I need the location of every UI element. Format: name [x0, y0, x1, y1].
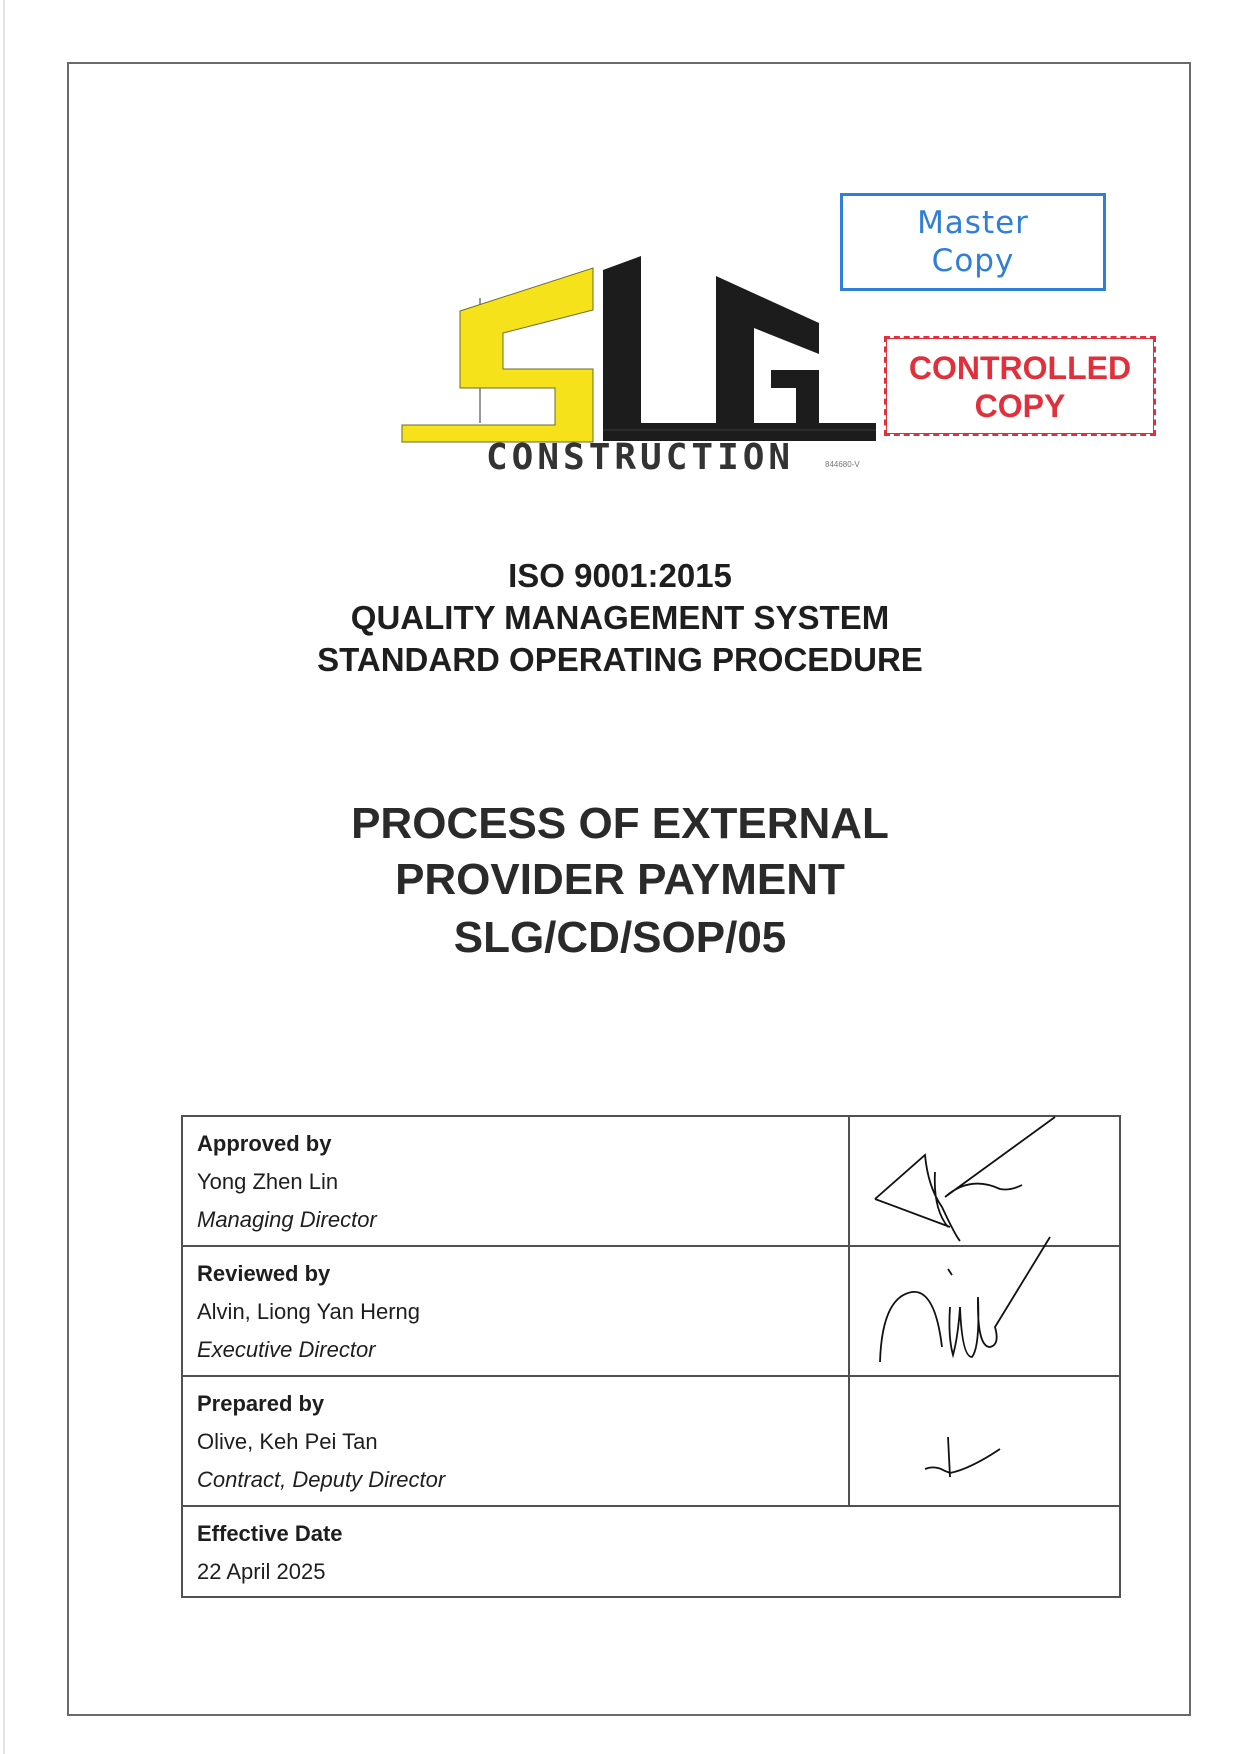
approved-text-cell	[183, 1117, 850, 1245]
signoff-row-reviewed	[183, 1247, 1119, 1377]
logo-wordmark: CONSTRUCTION	[486, 437, 795, 473]
preparer-name: Olive, Keh Pei Tan	[197, 1429, 378, 1454]
document-code: SLG/CD/SOP/05	[453, 913, 787, 962]
reviewed-label: Reviewed by	[197, 1261, 331, 1286]
reviewer-role: Executive Director	[197, 1337, 376, 1362]
qms-heading: QUALITY MANAGEMENT SYSTEM	[350, 599, 890, 636]
logo-icon	[398, 248, 878, 473]
reviewed-text-cell	[183, 1247, 850, 1375]
approved-label: Approved by	[197, 1131, 332, 1156]
effective-date-label: Effective Date	[197, 1521, 343, 1546]
signoff-row-approved	[183, 1117, 1119, 1247]
master-copy-line1: Master	[917, 205, 1029, 241]
logo-reg-no: 844680-V	[825, 460, 860, 469]
signoff-table	[181, 1115, 1121, 1598]
slg-construction-logo	[398, 248, 878, 473]
reviewer-signature-cell	[850, 1247, 1119, 1375]
reviewer-name: Alvin, Liong Yan Herng	[197, 1299, 420, 1324]
document-title-line2: PROVIDER PAYMENT	[395, 855, 845, 904]
approver-role: Managing Director	[197, 1207, 377, 1232]
effective-date-value: 22 April 2025	[197, 1559, 326, 1584]
approver-signature-cell	[850, 1117, 1119, 1245]
prepared-label: Prepared by	[197, 1391, 325, 1416]
sop-heading: STANDARD OPERATING PROCEDURE	[317, 641, 923, 678]
master-copy-line2: Copy	[931, 243, 1015, 279]
signoff-row-prepared	[183, 1377, 1119, 1507]
approver-name: Yong Zhen Lin	[197, 1169, 339, 1194]
master-copy-stamp	[840, 193, 1106, 291]
signature-icon	[850, 1117, 1120, 1247]
signoff-row-effective	[183, 1507, 1119, 1596]
controlled-copy-line1: CONTROLLED	[908, 350, 1132, 386]
controlled-copy-stamp	[884, 336, 1156, 436]
signature-icon	[850, 1377, 1120, 1507]
preparer-role: Contract, Deputy Director	[197, 1467, 446, 1492]
iso-standard-heading: ISO 9001:2015	[508, 557, 732, 594]
signature-icon	[850, 1247, 1120, 1377]
preparer-signature-cell	[850, 1377, 1119, 1505]
effective-date-cell	[183, 1507, 1119, 1596]
document-title-line1: PROCESS OF EXTERNAL	[351, 799, 889, 848]
controlled-copy-line2: COPY	[974, 388, 1066, 424]
prepared-text-cell	[183, 1377, 850, 1505]
